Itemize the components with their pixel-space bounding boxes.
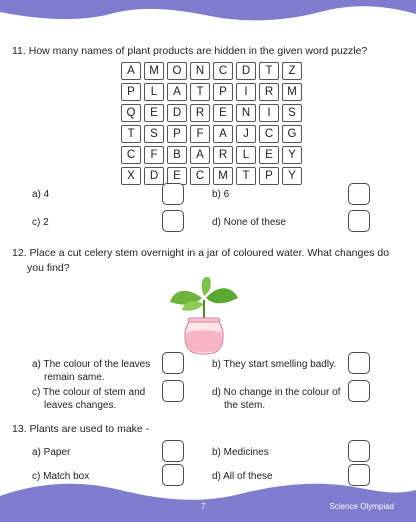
grid-cell: A (121, 62, 141, 80)
question-13-text: 13. Plants are used to make - (12, 423, 150, 435)
q11-option-a-checkbox[interactable] (162, 183, 184, 205)
word-puzzle-grid (118, 59, 305, 188)
q13-option-d: d) All of these (212, 471, 273, 482)
grid-row (121, 104, 302, 122)
grid-cell: A (190, 146, 210, 164)
q12-option-b-checkbox[interactable] (348, 352, 370, 374)
question-12-line-1: 12. Place a cut celery stem overnight in a jar of coloured water. What changes do (12, 247, 390, 259)
grid-cell: C (121, 146, 141, 164)
grid-cell: E (144, 104, 164, 122)
grid-cell: F (144, 146, 164, 164)
grid-cell: C (213, 62, 233, 80)
grid-cell: I (259, 104, 279, 122)
grid-cell: A (213, 125, 233, 143)
grid-cell: T (121, 125, 141, 143)
q12-option-c-checkbox[interactable] (162, 380, 184, 402)
grid-cell: A (167, 83, 187, 101)
grid-cell: X (121, 167, 141, 185)
q12-option-d-line-2: the stem. (224, 400, 266, 411)
grid-cell: T (236, 167, 256, 185)
grid-cell: Y (282, 167, 302, 185)
grid-cell: S (144, 125, 164, 143)
q13-option-c: c) Match box (32, 471, 90, 482)
grid-cell: J (236, 125, 256, 143)
grid-row (121, 167, 302, 185)
leaf-right (206, 288, 238, 303)
q12-option-a-checkbox[interactable] (162, 352, 184, 374)
grid-cell: M (144, 62, 164, 80)
grid-cell: D (236, 62, 256, 80)
grid-row (121, 125, 302, 143)
footer-subject: Science Olympiad (329, 502, 394, 511)
q11-option-d: d) None of these (212, 217, 286, 228)
grid-cell: R (213, 146, 233, 164)
grid-cell: Z (282, 62, 302, 80)
grid-cell: Q (121, 104, 141, 122)
grid-cell: N (190, 62, 210, 80)
q13-option-a: a) Paper (32, 447, 71, 458)
grid-cell: M (213, 167, 233, 185)
q12-option-c-line-2: leaves changes. (44, 400, 117, 411)
grid-cell: M (282, 83, 302, 101)
question-11-text: 11. How many names of plant products are hidden in the given word puzzle? (12, 45, 368, 57)
grid-cell: E (213, 104, 233, 122)
grid-row (121, 146, 302, 164)
q11-option-b-checkbox[interactable] (348, 183, 370, 205)
grid-cell: R (259, 83, 279, 101)
grid-cell: I (236, 83, 256, 101)
q12-option-c-line-1: c) The colour of stem and (32, 387, 146, 398)
jar-rim (188, 318, 220, 322)
grid-cell: F (190, 125, 210, 143)
grid-cell: S (282, 104, 302, 122)
grid-cell: N (236, 104, 256, 122)
celery-jar-illustration (168, 276, 240, 356)
grid-cell: E (259, 146, 279, 164)
q11-option-c: c) 2 (32, 217, 49, 228)
grid-cell: P (259, 167, 279, 185)
q11-option-b: b) 6 (212, 189, 230, 200)
grid-cell: C (190, 167, 210, 185)
q13-option-b-checkbox[interactable] (348, 440, 370, 462)
q11-option-d-checkbox[interactable] (348, 210, 370, 232)
grid-cell: T (259, 62, 279, 80)
q12-option-b: b) They start smelling badly. (212, 359, 337, 370)
q11-option-a: a) 4 (32, 189, 50, 200)
grid-cell: R (190, 104, 210, 122)
grid-cell: E (167, 167, 187, 185)
q11-option-c-checkbox[interactable] (162, 210, 184, 232)
q12-option-a-line-2: remain same. (44, 372, 105, 383)
grid-row (121, 83, 302, 101)
question-12-line-2: you find? (27, 262, 70, 274)
grid-cell: T (190, 83, 210, 101)
grid-cell: P (167, 125, 187, 143)
q12-option-a-line-1: a) The colour of the leaves (32, 359, 151, 370)
page-number: 7 (201, 502, 206, 511)
grid-cell: D (144, 167, 164, 185)
grid-cell: L (144, 83, 164, 101)
q13-option-a-checkbox[interactable] (162, 440, 184, 462)
grid-cell: P (121, 83, 141, 101)
q12-option-d-checkbox[interactable] (348, 380, 370, 402)
grid-cell: L (236, 146, 256, 164)
grid-cell: G (282, 125, 302, 143)
leaf-top (202, 277, 211, 296)
q13-option-b: b) Medicines (212, 447, 269, 458)
grid-cell: C (259, 125, 279, 143)
grid-cell: P (213, 83, 233, 101)
top-wave-decoration (0, 0, 416, 40)
grid-cell: O (167, 62, 187, 80)
bottom-wave-decoration (0, 476, 416, 522)
grid-cell: D (167, 104, 187, 122)
q12-option-d-line-1: d) No change in the colour of (212, 387, 341, 398)
grid-row (121, 62, 302, 80)
grid-cell: B (167, 146, 187, 164)
coloured-water (186, 331, 222, 353)
grid-cell: Y (282, 146, 302, 164)
